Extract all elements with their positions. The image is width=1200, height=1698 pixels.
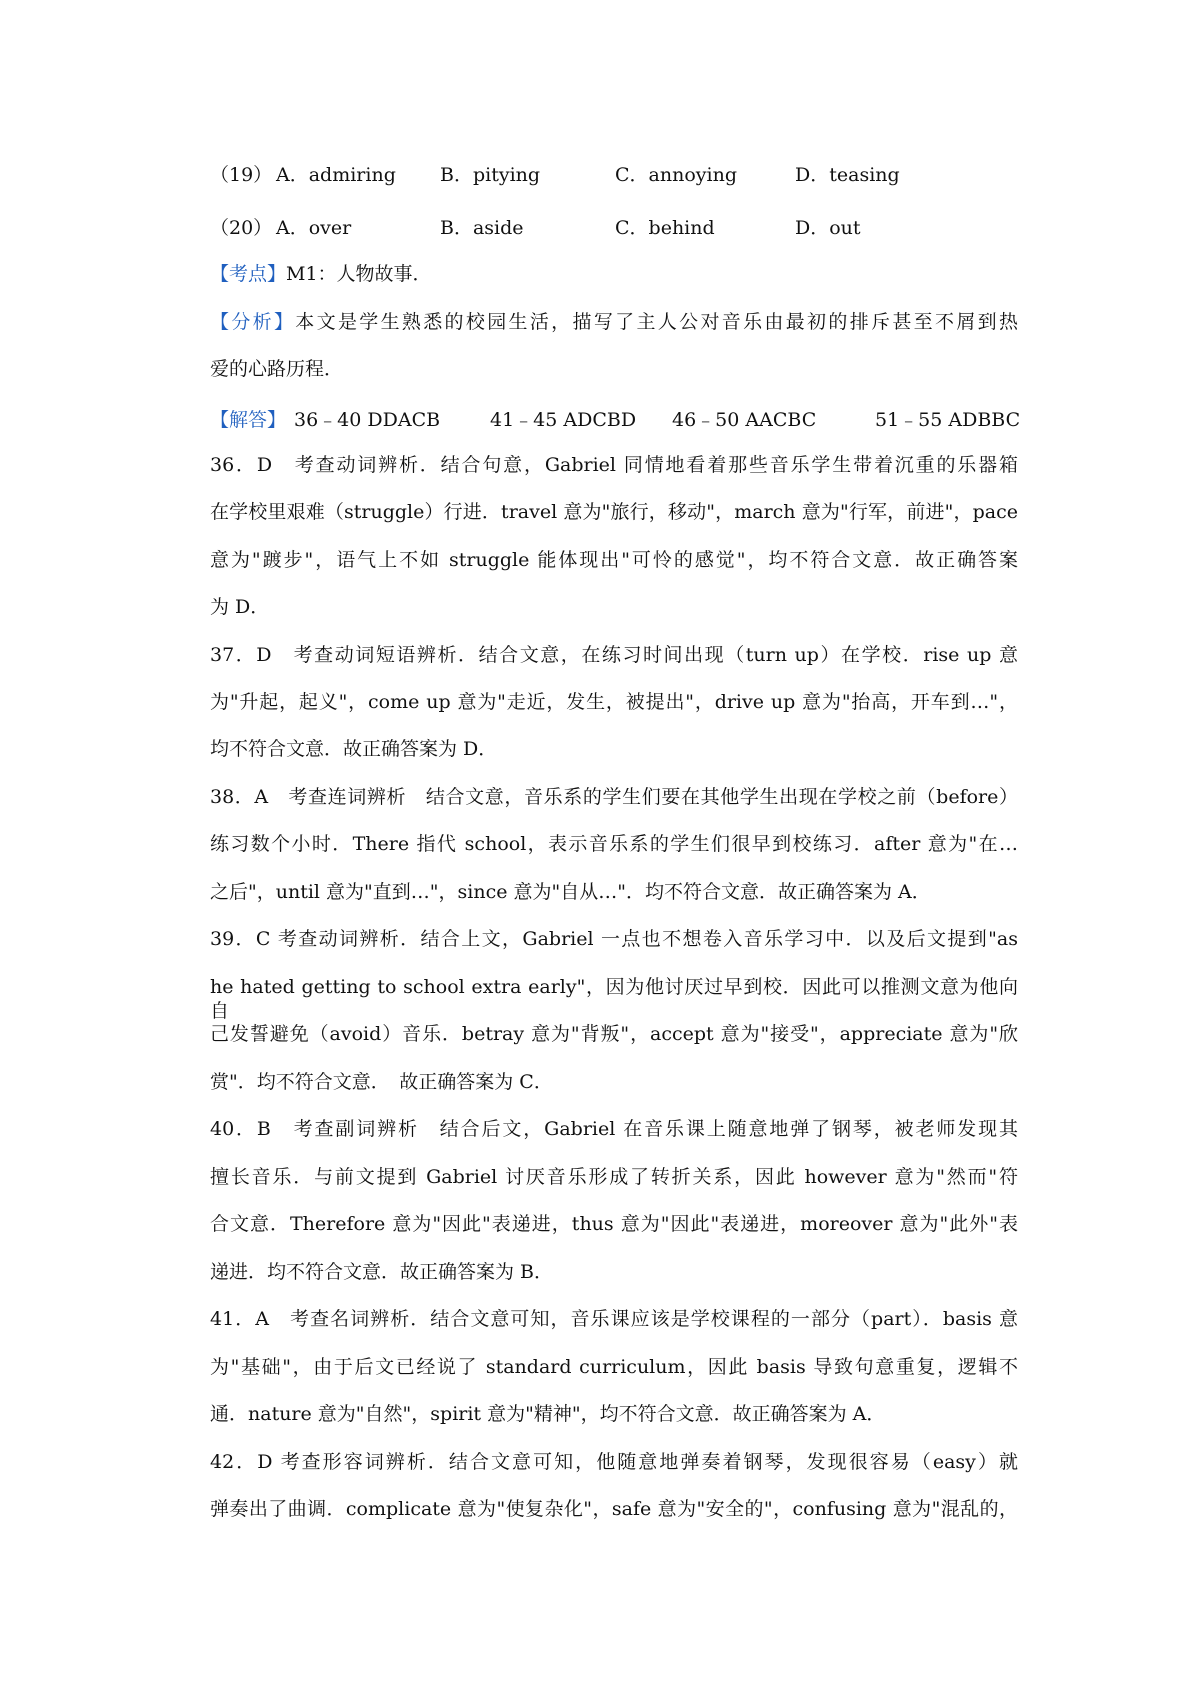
explanation-line: 42．D 考查形容词辨析．结合文意可知，他随意地弹奏着钢琴，发现很容易（easy）就 <box>210 1451 1018 1473</box>
kaodian-section <box>210 262 432 286</box>
explanation-line: 为 D． <box>210 596 270 618</box>
kaodian-tag: 【考点】 <box>210 263 287 285</box>
explanation-line: 41．A 考查名词辨析．结合文意可知，音乐课应该是学校课程的一部分（part）．basis 意 <box>210 1308 1018 1330</box>
explanation-line: 37．D 考查动词短语辨析．结合文意，在练习时间出现（turn up）在学校．rise up 意 <box>210 644 1018 666</box>
explanation-line: 39．C 考查动词辨析．结合上文，Gabriel 一点也不想卷入音乐学习中．以及后文提到"as <box>210 928 1018 950</box>
fenxi-line-1 <box>210 310 1018 334</box>
explanation-line: 为"升起，起义"，come up 意为"走近，发生，被提出"，drive up 意为"抬高，开车到…"， <box>210 691 1018 713</box>
option-b: B．pitying <box>440 164 541 186</box>
fenxi-text: 本文是学生熟悉的校园生活，描写了主人公对音乐由最初的排斥甚至不屑到热 <box>295 311 1018 333</box>
explanation-line: 擅长音乐．与前文提到 Gabriel 讨厌音乐形成了转折关系，因此 however 意为"然而"符 <box>210 1166 1018 1188</box>
question-number: （19） <box>210 164 273 186</box>
explanation-line: 为"基础"，由于后文已经说了 standard curriculum，因此 basis 导致句意重复，逻辑不 <box>210 1356 1018 1378</box>
option-c: C．annoying <box>615 164 737 186</box>
answer-group: 41﹣45 ADCBD <box>490 409 637 431</box>
option-a: A．admiring <box>276 164 396 186</box>
explanation-line: 40．B 考查副词辨析 结合后文，Gabriel 在音乐课上随意地弹了钢琴，被老师发现其 <box>210 1118 1018 1140</box>
answer-group: 51﹣55 ADBBC <box>875 409 1021 431</box>
explanation-line: 弹奏出了曲调．complicate 意为"使复杂化"，safe 意为"安全的"，confusing 意为"混乱的， <box>210 1498 1018 1520</box>
explanation-line: 均不符合文意．故正确答案为 D． <box>210 738 498 760</box>
answer-group: 46﹣50 AACBC <box>672 409 817 431</box>
explanation-line: 赏"．均不符合文意． 故正确答案为 C． <box>210 1071 553 1093</box>
fenxi-line-2: 爱的心路历程． <box>210 358 344 380</box>
option-c: C．behind <box>615 217 715 239</box>
explanation-line: 通．nature 意为"自然"，spirit 意为"精神"，均不符合文意．故正确答案为 A． <box>210 1403 886 1425</box>
option-a: A．over <box>276 217 352 239</box>
kaodian-text: M1：人物故事． <box>286 263 432 285</box>
explanation-line: 合文意．Therefore 意为"因此"表递进，thus 意为"因此"表递进，moreover 意为"此外"表 <box>210 1213 1018 1235</box>
explanation-line: 36．D 考查动词辨析．结合句意，Gabriel 同情地看着那些音乐学生带着沉重的乐器箱 <box>210 454 1018 476</box>
explanation-line: 己发誓避免（avoid）音乐．betray 意为"背叛"，accept 意为"接受"，appreciate 意为"欣 <box>210 1023 1018 1045</box>
question-number: （20） <box>210 217 273 239</box>
explanation-line: 38．A 考查连词辨析 结合文意，音乐系的学生们要在其他学生出现在学校之前（before） <box>210 786 1018 808</box>
explanation-line: he hated getting to school extra early"，因为他讨厌过早到校．因此可以推测文意为他向自 <box>210 976 1018 1022</box>
explanation-line: 在学校里艰难（struggle）行进．travel 意为"旅行，移动"，march 意为"行军，前进"，pace <box>210 501 1018 523</box>
explanation-line: 练习数个小时．There 指代 school，表示音乐系的学生们很早到校练习．after 意为"在… <box>210 833 1018 855</box>
answer-group: 36﹣40 DDACB <box>294 409 441 431</box>
explanation-line: 递进．均不符合文意．故正确答案为 B． <box>210 1261 554 1283</box>
option-d: D．teasing <box>795 164 900 186</box>
jieda-tag: 【解答】 <box>210 409 287 431</box>
explanation-line: 意为"踱步"，语气上不如 struggle 能体现出"可怜的感觉"，均不符合文意．故正确答案 <box>210 549 1018 571</box>
explanation-line: 之后"，until 意为"直到…"，since 意为"自从…"．均不符合文意．故正确答案为 A． <box>210 881 931 903</box>
fenxi-tag: 【分析】 <box>210 311 296 333</box>
option-b: B．aside <box>440 217 524 239</box>
option-d: D．out <box>795 217 861 239</box>
